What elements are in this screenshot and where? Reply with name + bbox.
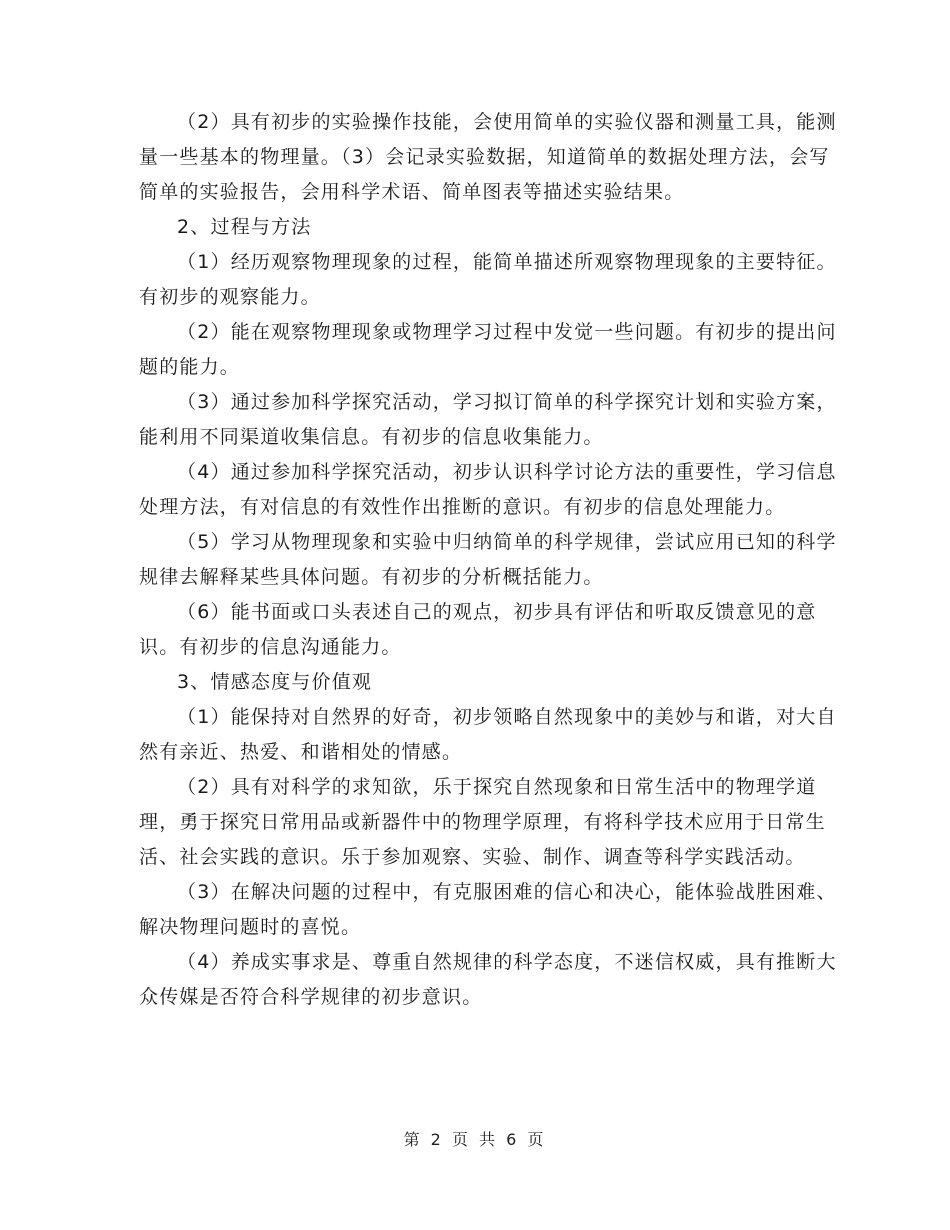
page-number-footer: 第 2 页 共 6 页 <box>403 1130 547 1149</box>
paragraph-experiment-skills: （2）具有初步的实验操作技能，会使用简单的实验仪器和测量工具，能测量一些基本的物理量。（3）会记录实验数据，知道简单的数据处理方法，会写简单的实验报告，会用科学术语、简单图表等描述实验结果。 <box>139 111 837 203</box>
paragraph-overcoming-difficulty: （3）在解决问题的过程中，有克服困难的信心和决心，能体验战胜困难、解决物理问题时的喜悦。 <box>139 881 837 938</box>
document-body <box>139 105 839 1015</box>
paragraph-communication: （6）能书面或口头表述自己的观点，初步具有评估和听取反馈意见的意识。有初步的信息沟通能力。 <box>139 601 817 658</box>
paragraph-thirst-for-knowledge: （2）具有对科学的求知欲，乐于探究自然现象和日常生活中的物理学道理，勇于探究日常用品或新器件中的物理学原理，有将科学技术应用于日常生活、社会实践的意识。乐于参加观察、实验、制作、调查等科学实践活动。 <box>139 776 826 868</box>
paragraph-information-gathering: （3）通过参加科学探究活动，学习拟订简单的科学探究计划和实验方案，能利用不同渠道收集信息。有初步的信息收集能力。 <box>139 391 837 448</box>
paragraph-scientific-attitude: （4）养成实事求是、尊重自然规律的科学态度，不迷信权威，具有推断大众传媒是否符合科学规律的初步意识。 <box>139 951 837 1008</box>
paragraph-information-processing: （4）通过参加科学探究活动，初步认识科学讨论方法的重要性，学习信息处理方法，有对信息的有效性作出推断的意识。有初步的信息处理能力。 <box>139 461 837 518</box>
section-heading-attitudes-values: 3、情感态度与价值观 <box>177 671 373 693</box>
paragraph-analysis: （5）学习从物理现象和实验中归纳简单的科学规律，尝试应用已知的科学规律去解释某些具体问题。有初步的分析概括能力。 <box>139 531 837 588</box>
paragraph-asking-questions: （2）能在观察物理现象或物理学习过程中发觉一些问题。有初步的提出问题的能力。 <box>139 321 837 378</box>
section-heading-process-methods: 2、过程与方法 <box>177 216 312 238</box>
paragraph-observation: （1）经历观察物理现象的过程，能简单描述所观察物理现象的主要特征。有初步的观察能力。 <box>139 251 837 308</box>
paragraph-curiosity: （1）能保持对自然界的好奇，初步领略自然现象中的美妙与和谐，对大自然有亲近、热爱、和谐相处的情感。 <box>139 706 837 763</box>
